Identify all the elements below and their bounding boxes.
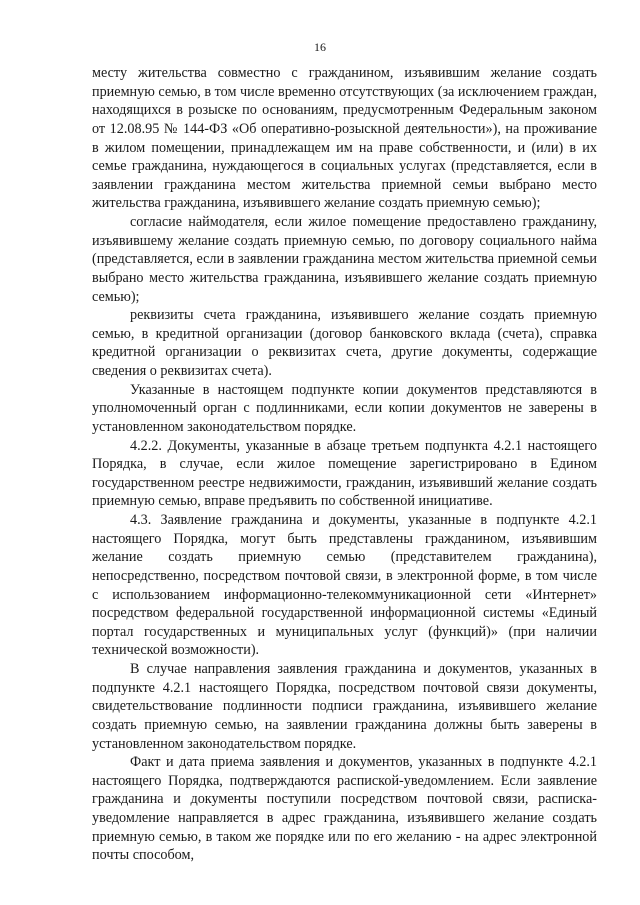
document-body <box>92 64 597 865</box>
paragraph-receipt-notice: Факт и дата приема заявления и документов, указанных в подпункте 4.2.1 настоящего Порядка, подтверждаются распиской-уведомлением. Если заявление гражданина и документы поступили посредством почтовой связи, расписка-уведомление направляется в адрес гражданина, изъявившего желание создать приемную семью, в таком же порядке или по его желанию - на адрес электронной почты способом, <box>92 754 597 864</box>
paragraph-copies-note: Указанные в настоящем подпункте копии документов представляются в уполномоченный орган с подлинниками, если копии документов не заверены в установленном законодательством порядке. <box>92 381 597 435</box>
paragraph-continuation: месту жительства совместно с гражданином, изъявившим желание создать приемную семью, в том числе временно отсутствующих (за исключением граждан, находящихся в розыске по основаниям, предусмотренным Федеральным законом от 12.08.95 № 144-ФЗ «Об оперативно-розыскной деятельности»), на проживание в жилом помещении, принадлежащем им на праве собственности, и (или) в их семье гражданина, нуждающегося в социальных услугах (представляется, если в заявлении гражданина местом жительства приемной семьи выбрано место жительства гражданина, изъявившего желание создать приемную семью); <box>92 65 597 212</box>
paragraph-landlord-consent: согласие наймодателя, если жилое помещение предоставлено гражданину, изъявившему желание создать приемную семью, по договору социального найма (представляется, если в заявлении гражданина местом жительства приемной семьи выбрано место жительства гражданина, изъявившего желание создать приемную семью); <box>92 214 597 305</box>
paragraph-bank-details: реквизиты счета гражданина, изъявившего желание создать приемную семью, в кредитной организации (договор банковского вклада (счета), справка кредитной организации о реквизитах счета, другие документы, содержащие сведения о реквизитах счета). <box>92 307 597 379</box>
paragraph-4-3: 4.3. Заявление гражданина и документы, указанные в подпункте 4.2.1 настоящего Порядка, могут быть представлены гражданином, изъявившим желание создать приемную семью (представителем гражданина), непосредственно, посредством почтовой связи, в электронной форме, в том числе с использованием информационно-телекоммуникационной сети «Интернет» посредством федеральной государственной информационной системы «Единый портал государственных и муниципальных услуг (функций)» (при наличии технической возможности). <box>92 512 597 659</box>
paragraph-postal-submission: В случае направления заявления гражданина и документов, указанных в подпункте 4.2.1 настоящего Порядка, посредством почтовой связи документы, свидетельствование подлинности подписи гражданина, изъявившего желание создать приемную семью, на заявлении гражданина должны быть заверены в установленном законодательством порядке. <box>92 661 597 752</box>
paragraph-4-2-2: 4.2.2. Документы, указанные в абзаце третьем подпункта 4.2.1 настоящего Порядка, в случае, если жилое помещение зарегистрировано в Едином государственном реестре недвижимости, гражданин, изъявивший желание создать приемную семью, вправе предъявить по собственной инициативе. <box>92 437 597 510</box>
page-number: 16 <box>314 40 326 54</box>
